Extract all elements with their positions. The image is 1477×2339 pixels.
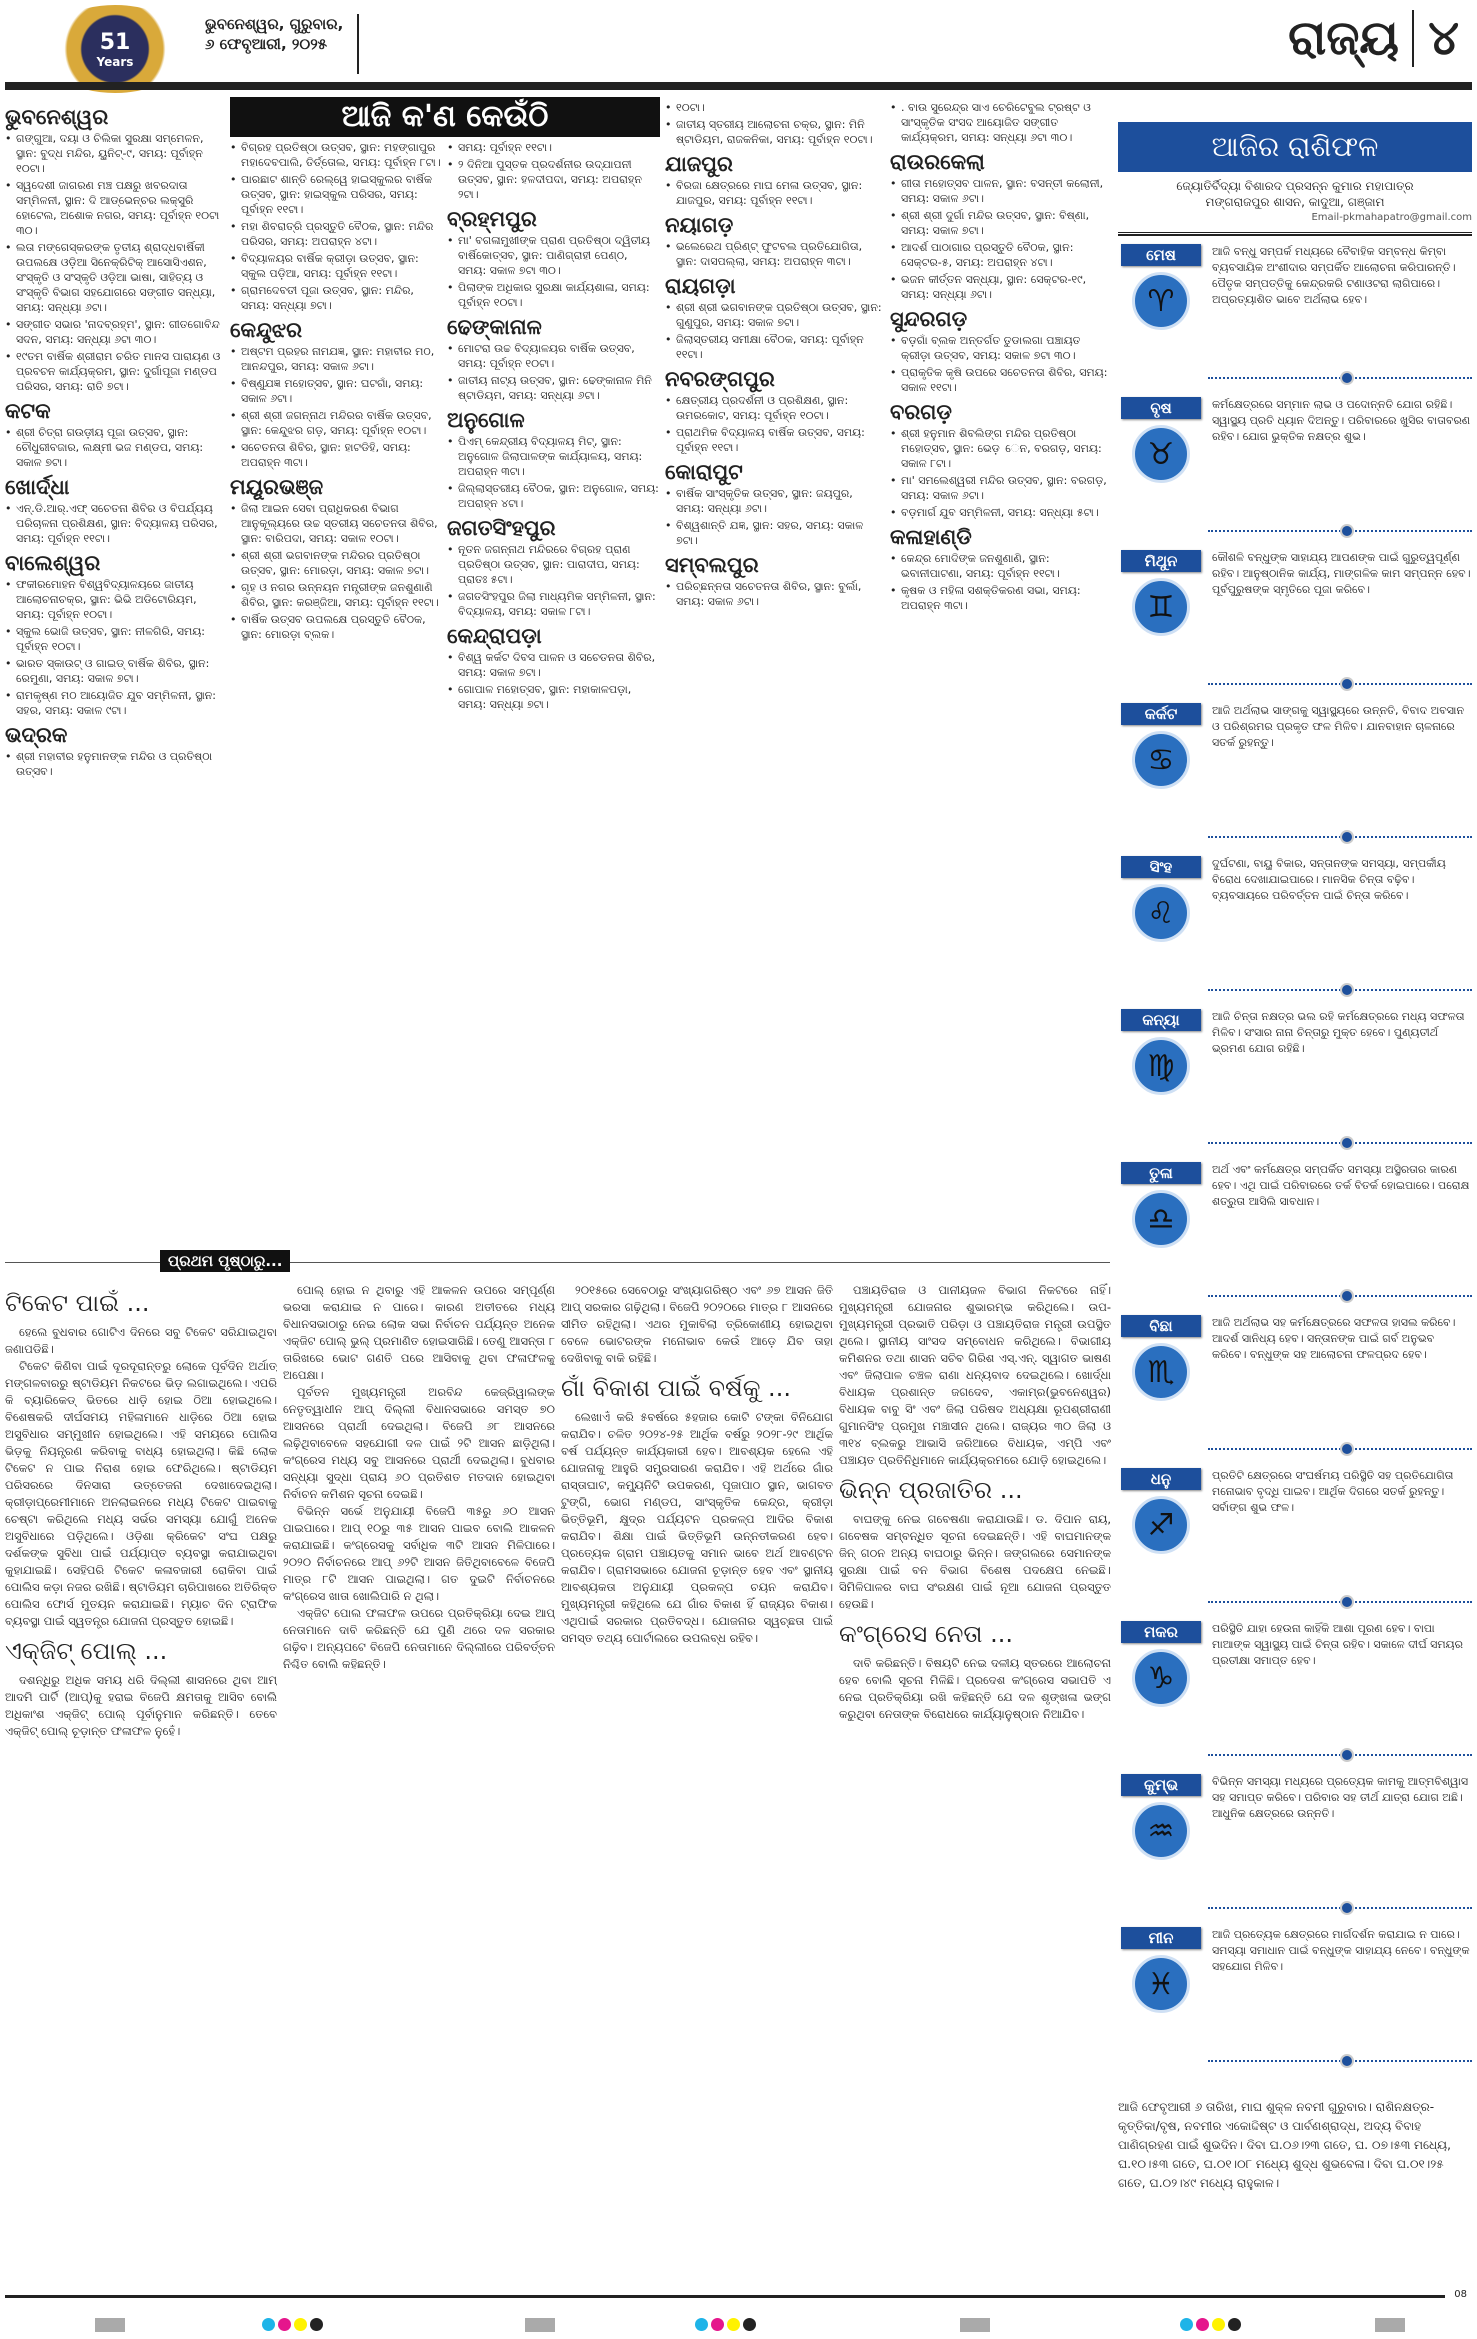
event-item: • ପିଏମ୍ କେନ୍ଦ୍ରୀୟ ବିଦ୍ୟାଳୟ ମିଟ୍, ସ୍ଥାନ: ଅନୁଗୋଳ ଜିଲାପାଳଙ୍କ କାର୍ଯ୍ୟାଳୟ, ସମୟ: ଅପରାହ୍ନ ୩ଟା। bbox=[447, 434, 659, 479]
event-list bbox=[665, 100, 883, 147]
dateline-date: ୬ ଫେବୃଆରୀ, ୨୦୨୫ bbox=[205, 35, 328, 53]
event-item: • ଜିଲ୍ଲାସ୍ତରୀୟ ବୈଠକ, ସ୍ଥାନ: ଅନୁଗୋଳ, ସମୟ: ଅପରାହ୍ନ ୪ଟା। bbox=[447, 481, 659, 511]
registration-marks bbox=[262, 2318, 323, 2331]
event-item: • ଶ୍ରୀ ଚିତ୍ରା ଗଉଡ଼ୀୟ ପୂଜା ଉତ୍ସବ, ସ୍ଥାନ: ଚୌଧୁରୀବଜାର, ଲକ୍ଷ୍ମୀ ଭଜ ମଣ୍ଡପ, ସମୟ: ସକାଳ ୭ଟା। bbox=[5, 425, 225, 470]
story-paragraph: ବାଘଙ୍କୁ ନେଇ ଗବେଷଣା କରାଯାଉଛି। ଡ. ଦିପାନ ରାୟ, ଗବେଷକ ସମ୍ବନ୍ଧିତ ସୂଚନା ଦେଇଛନ୍ତି। ଏହି ବାଘମାନଙ୍କ ଜିନ୍ ଗଠନ ଅନ୍ୟ ବାଘଠାରୁ ଭିନ୍ନ। ଜଙ୍ଗଲରେ ସେମାନଙ୍କ ସୁରକ୍ଷା ପାଇଁ ବନ ବିଭାଗ ବିଶେଷ ପଦକ୍ଷେପ ନେଇଛି। ସିମିଳିପାଳର ବାଘ ସଂରକ୍ଷଣ ପାଇଁ ନୂଆ ଯୋଜନା ପ୍ରସ୍ତୁତ ହେଉଛି। bbox=[839, 1512, 1111, 1611]
zodiac-sign-icon: ♍ bbox=[1132, 1037, 1190, 1095]
registration-marks bbox=[1180, 2318, 1241, 2331]
story-paragraph: ବିଭିନ୍ନ ସର୍ଭେ ଅନୁଯାୟୀ ବିଜେପି ୩୫ରୁ ୬୦ ଆସନ ପାଇପାରେ। ଆପ୍ ୧୦ରୁ ୩୫ ଆସନ ପାଇବ ବୋଲି ଆକଳନ କରାଯାଇଛି। କଂଗ୍ରେସକୁ ସର୍ବାଧିକ ୩ଟି ଆସନ ମିଳିପାରେ। ୨୦୨୦ ନିର୍ବାଚନରେ ଆପ୍ ୬୨ଟି ଆସନ ଜିତିଥିବାବେଳେ ବିଜେପି ମାତ୍ର ୮ଟି ଆସନ ପାଇଥିଲା। ଗତ ଦୁଇଟି ନିର୍ବାଚନରେ କଂଗ୍ରେସ ଖାତା ଖୋଲିପାରି ନ ଥିଲା। bbox=[283, 1504, 555, 1603]
divider-dot-icon bbox=[1340, 983, 1354, 997]
event-item: • ସ୍କୁଲ ଭୋଜି ଉତ୍ସବ, ସ୍ଥାନ: ନୀଳଗିରି, ସମୟ: ପୂର୍ବାହ୍ନ ୧୦ଟା। bbox=[5, 624, 225, 654]
rashi-name: ବୃଷ bbox=[1121, 397, 1201, 419]
event-list bbox=[447, 542, 659, 619]
event-item: • ସ୍ୱଦେଶୀ ଜାଗରଣ ମଞ୍ଚ ପକ୍ଷରୁ ଖବରଦାତା ସମ୍ମିଳନୀ, ସ୍ଥାନ: ଦି ଆଡ୍‌ଭେନ୍‌ଚର ଲକ୍ସୁରି ହୋଟେଲ, ଅଶୋକ ନଗର, ସମୟ: ପୂର୍ବାହ୍ନ ୧୦ଟା ୩୦। bbox=[5, 178, 225, 238]
event-item: • ବାର୍ଷିକ ସାଂସ୍କୃତିକ ଉତ୍ସବ, ସ୍ଥାନ: ଜୟପୁର, ସମୟ: ସନ୍ଧ୍ୟା ୬ଟା। bbox=[665, 486, 883, 516]
event-item: • କ୍ଷେତ୍ରୀୟ ପ୍ରଦର୍ଶନୀ ଓ ପ୍ରଶିକ୍ଷଣ, ସ୍ଥାନ: ଉମରକୋଟ, ସମୟ: ପୂର୍ବାହ୍ନ ୧୦ଟା। bbox=[665, 393, 883, 423]
event-list bbox=[890, 551, 1112, 613]
story-paragraph: ୨୦୧୫ରେ ସେବେଠାରୁ ସଂଖ୍ୟାଗରିଷ୍ଠ ଏବଂ ୬୭ ଆସନ ଜିତି ଆପ୍ ସରକାର ଗଢ଼ିଥିଲା। ବିଜେପି ୨୦୨୦ରେ ମାତ୍ର ୮ ଆସନରେ ସୀମିତ ରହିଥିଲା। ଏଥର ମୁକାବିଲା ତ୍ରିକୋଣୀୟ ହୋଇଥିବା ବେଳେ ଭୋଟରଙ୍କ ମନୋଭାବ କେଉଁ ଆଡ଼େ ଯିବ ତାହା ଦେଖିବାକୁ ବାକି ରହିଛି। bbox=[561, 1283, 833, 1365]
rashi-name: ମୀନ bbox=[1121, 1927, 1201, 1949]
event-item: • ବଡ଼ମାର୍ଗ ଯୁବ ସମ୍ମିଳନୀ, ସମୟ: ସନ୍ଧ୍ୟା ୫ଟା। bbox=[890, 505, 1112, 520]
story-paragraph: ପୋଲ୍ ହୋଇ ନ ଥିବାରୁ ଏହି ଆକଳନ ଉପରେ ସମ୍ପୂର୍ଣ୍ଣ ଭରସା କରାଯାଇ ନ ପାରେ। କାରଣ ଅତୀତରେ ମଧ୍ୟ ବିଧାନସଭାଠାରୁ ନେଇ ଲୋକ ସଭା ନିର୍ବାଚନ ପର୍ଯ୍ୟନ୍ତ ଅନେକ ଏକ୍‌ଜିଟ ପୋଲ୍ ଭୁଲ୍ ପ୍ରମାଣିତ ହୋଇସାରିଛି। ତେଣୁ ଆସନ୍ତା ୮ ତାରିଖରେ ଭୋଟ ଗଣତି ପରେ ଆସିବାକୁ ଥିବା ଫଳାଫଳକୁ ଅପେକ୍ଷା। bbox=[283, 1283, 555, 1382]
rashi-badge bbox=[1118, 1468, 1204, 1621]
rashi-badge bbox=[1118, 397, 1204, 550]
rashi-text: ଅର୍ଥ ଏବଂ କର୍ମକ୍ଷେତ୍ର ସମ୍ପର୍କିତ ସମସ୍ୟା ଅସ୍ଥିରତାର କାରଣ ହେବ। ଏଥି ପାଇଁ ପରିବାରରେ ତର୍କ ବିତର୍କ ହୋଇପାରେ। ପରୋକ୍ଷ ଶତ୍ରୁତା ଆସିଲି ସାବଧାନ। bbox=[1212, 1163, 1470, 1208]
district-heading: ଢେଙ୍କାନାଳ bbox=[447, 315, 542, 339]
story-column bbox=[5, 1282, 277, 2292]
event-item: • ସଙ୍ଗୀତ ସଭାର 'ନାଦବ୍ରହ୍ମ', ସ୍ଥାନ: ଗୀତଗୋବିନ୍ଦ ସଦନ, ସମୟ: ସନ୍ଧ୍ୟା ୬ଟା ୩୦। bbox=[5, 317, 225, 347]
district-heading: ଭଦ୍ରକ bbox=[5, 723, 68, 747]
dotted-divider bbox=[1208, 1448, 1472, 1450]
rashi-badge bbox=[1118, 244, 1204, 397]
event-item: • ବିଦ୍ୟାଳୟର ବାର୍ଷିକ କ୍ରୀଡ଼ା ଉତ୍ସବ, ସ୍ଥାନ: ସ୍କୁଲ ପଡ଼ିଆ, ସମୟ: ପୂର୍ବାହ୍ନ ୧୧ଟା। bbox=[230, 251, 442, 281]
sign-list bbox=[1118, 244, 1472, 2080]
story-column bbox=[839, 1282, 1111, 2292]
event-item: • ପ୍ରାକୃତିକ କୃଷି ଉପରେ ସଚେତନତା ଶିବିର, ସମୟ: ସକାଳ ୧୧ଟା। bbox=[890, 365, 1112, 395]
event-item: • ମା' ସମଲେଶ୍ୱରୀ ମନ୍ଦିର ଉତ୍ସବ, ସ୍ଥାନ: ବରଗଡ଼, ସମୟ: ସକାଳ ୬ଟା। bbox=[890, 473, 1112, 503]
rashi-1 bbox=[1118, 244, 1472, 397]
zodiac-sign-icon: ♉ bbox=[1132, 425, 1190, 483]
story-paragraph: ପୂର୍ବତନ ମୁଖ୍ୟମନ୍ତ୍ରୀ ଅରବିନ୍ଦ କେଜ୍‌ରିୱାଲଙ୍କ ନେତୃତ୍ୱାଧୀନ ଆପ୍ ଦିଲ୍ଲୀ ବିଧାନସଭାରେ ସମସ୍ତ ୭୦ ଆସନରେ ପ୍ରାର୍ଥୀ ଦେଇଥିଲା। ବିଜେପି ୬୮ ଆସନରେ ଲଢ଼ିଥିବାବେଳେ ସହଯୋଗୀ ଦଳ ପାଇଁ ୨ଟି ଆସନ ଛାଡ଼ିଥିଲା। କଂଗ୍ରେସ ମଧ୍ୟ ସବୁ ଆସନରେ ପ୍ରାର୍ଥୀ ଦେଇଥିଲା। ବୁଧବାର ସନ୍ଧ୍ୟା ସୁଦ୍ଧା ପ୍ରାୟ ୬୦ ପ୍ରତିଶତ ମତଦାନ ହୋଇଥିବା ନିର୍ବାଚନ କମିଶନ ସୂଚନା ଦେଇଛି। bbox=[283, 1385, 555, 1501]
events-title: ଆଜି କ'ଣ କେଉଁଠି bbox=[230, 97, 660, 137]
district-heading: ବ୍ରହ୍ମପୁର bbox=[447, 207, 537, 231]
section-title: ରାଜ୍ୟ bbox=[1288, 10, 1399, 66]
rashi-10 bbox=[1118, 1621, 1472, 1774]
story-headline: ଟିକେଟ ପାଇଁ ... bbox=[5, 1289, 150, 1317]
events-column bbox=[5, 100, 225, 1240]
divider-dot-icon bbox=[1340, 2054, 1354, 2068]
rashi-badge bbox=[1118, 550, 1204, 703]
event-list bbox=[890, 426, 1112, 520]
rashi-name: ମିଥୁନ bbox=[1121, 550, 1201, 572]
events-column bbox=[665, 100, 883, 1240]
rashi-badge bbox=[1118, 1927, 1204, 2080]
event-item: • ଫକୀରମୋହନ ବିଶ୍ୱବିଦ୍ୟାଳୟରେ ଜାତୀୟ ଆଲୋଚନାଚକ୍ର, ସ୍ଥାନ: ଭିଭି ଅଡିଟୋରିୟମ, ସମୟ: ପୂର୍ବାହ୍ନ ୧୦ଟା। bbox=[5, 577, 225, 622]
district-heading: ଯାଜପୁର bbox=[665, 152, 733, 176]
event-list bbox=[447, 140, 659, 202]
divider-dot-icon bbox=[1340, 830, 1354, 844]
rashi-12 bbox=[1118, 1927, 1472, 2080]
divider-dot-icon bbox=[1340, 1442, 1354, 1456]
dotted-divider bbox=[1208, 836, 1472, 838]
masthead-rule bbox=[5, 82, 1472, 90]
event-item: • ଶ୍ରୀ ହନୁମାନ ଶିବଲିଙ୍ଗ ମନ୍ଦିର ପ୍ରତିଷ୍ଠା ମହୋତ୍ସବ, ସ୍ଥାନ: ଭେଡ଼ େନ, ବରଗଡ଼, ସମୟ: ସକାଳ ୮ଟା। bbox=[890, 426, 1112, 471]
district-heading: ଖୋର୍ଦ୍ଧା bbox=[5, 475, 70, 499]
gray-mark bbox=[960, 2318, 990, 2332]
zodiac-sign-icon: ♌ bbox=[1132, 884, 1190, 942]
event-list bbox=[447, 434, 659, 511]
astrologer-credit bbox=[1118, 178, 1472, 226]
event-item: • ପ୍ରାଥମିକ ବିଦ୍ୟାଳୟ ବାର୍ଷିକ ଉତ୍ସବ, ସମୟ: ପୂର୍ବାହ୍ନ ୧୧ଟା। bbox=[665, 425, 883, 455]
district-heading: ଭୁବନେଶ୍ୱର bbox=[5, 105, 109, 129]
district-heading: ସୁନ୍ଦରଗଡ଼ bbox=[890, 307, 968, 331]
event-item: • ମା' ବଗଳାମୁଖୀଙ୍କ ପ୍ରାଣ ପ୍ରତିଷ୍ଠା ଦ୍ୱିତୀୟ ବାର୍ଷିକୋତ୍ସବ, ସ୍ଥାନ: ପାଣିଗ୍ରାହୀ ପେଣ୍ଠ, ସମୟ: ସକାଳ ୭ଟା ୩୦। bbox=[447, 233, 659, 278]
event-item: • ପାରଛାଟ ଶାନ୍ତି ରେଲ୍ୱେ ହାଇସ୍କୁଲର ବାର୍ଷିକ ଉତ୍ସବ, ସ୍ଥାନ: ହାଇସ୍କୁଲ ପରିସର, ସମୟ: ପୂର୍ବାହ୍ନ ୧୧ଟା। bbox=[230, 172, 442, 217]
rashi-text: କୌଶଳି ବନ୍ଧୁଙ୍କ ସାହାଯ୍ୟ ଆପଣଙ୍କ ପାଇଁ ଗୁରୁତ୍ୱପୂର୍ଣ୍ଣ ରହିବ। ଆନୁଷ୍ଠାନିକ କାର୍ଯ୍ୟ, ମାଙ୍ଗଳିକ କାମ ସମ୍ପନ୍ନ ହେବ। ପୂର୍ବପୁରୁଷଙ୍କ ସ୍ମୃତିରେ ପୂଜା କରିବେ। bbox=[1212, 551, 1471, 596]
event-item: • ଏନ୍.ଡି.ଆର୍.ଏଫ୍ ସଚେତନା ଶିବିର ଓ ବିପର୍ଯ୍ୟୟ ପରିଚାଳନା ପ୍ରଶିକ୍ଷଣ, ସ୍ଥାନ: ବିଦ୍ୟାଳୟ ପରିସର, ସମୟ: ପୂର୍ବାହ୍ନ ୧୧ଟା। bbox=[5, 501, 225, 546]
rashi-text: ଆଜି ଅର୍ଥଲାଭ ସାଙ୍ଗକୁ ସ୍ୱାସ୍ଥ୍ୟରେ ଉନ୍ନତି, ବିବାଦ ଅବସାନ ଓ ପରିଶ୍ରମର ପ୍ରକୃତ ଫଳ ମିଳିବ। ଯାନବାହାନ ଚାଳନାରେ ସତର୍କ ରୁହନ୍ତୁ। bbox=[1212, 704, 1465, 749]
event-item: • ଜାତୀୟ ନାଟ୍ୟ ଉତ୍ସବ, ସ୍ଥାନ: ଢେଙ୍କାନାଳ ମିନି ଷ୍ଟାଡିୟମ, ସମୟ: ସନ୍ଧ୍ୟା ୬ଟା। bbox=[447, 373, 659, 403]
district-heading: ରାଉରକେଲା bbox=[890, 150, 985, 174]
logo-years-label: Years bbox=[96, 54, 134, 69]
rashi-2 bbox=[1118, 397, 1472, 550]
event-item: • . ବାଉ ସୁରେନ୍ଦ୍ର ସାଏ ଚେରିଟେବୁଲ ଟ୍ରଷ୍ଟ ଓ ସାଂସ୍କୃତିକ ସଂସଦ ଆୟୋଜିତ ସଙ୍ଗୀତ କାର୍ଯ୍ୟକ୍ରମ, ସମୟ: ସନ୍ଧ୍ୟା ୬ଟା ୩୦। bbox=[890, 100, 1112, 145]
story-headline: ଏକ୍‌ଜିଟ୍ ପୋଲ୍ ... bbox=[5, 1637, 168, 1665]
zodiac-sign-icon: ♑ bbox=[1132, 1649, 1190, 1707]
event-list bbox=[665, 178, 883, 208]
event-item: • ଆଦର୍ଶ ପାଠାଗାର ପ୍ରସ୍ତୁତି ବୈଠକ, ସ୍ଥାନ: ସେକ୍ଟର-୫, ସମୟ: ଅପରାହ୍ନ ୪ଟା। bbox=[890, 240, 1112, 270]
district-heading: ସମ୍ବଲପୁର bbox=[665, 553, 759, 577]
event-list bbox=[665, 486, 883, 548]
event-list bbox=[5, 425, 225, 470]
event-item: • ବଡ଼ଗାଁ ବ୍ଲକ ଅନ୍ତର୍ଗତ ତୁଡାଲଗା ପଞ୍ଚାୟତ କ୍ରୀଡ଼ା ଉତ୍ସବ, ସମୟ: ସକାଳ ୭ଟା ୩୦। bbox=[890, 333, 1112, 363]
district-heading: କେନ୍ଦୁଝର bbox=[230, 318, 303, 342]
event-list bbox=[230, 501, 442, 642]
zodiac-sign-icon: ♎ bbox=[1132, 1190, 1190, 1248]
event-list bbox=[5, 131, 225, 394]
rashi-name: ବିଛା bbox=[1121, 1315, 1201, 1337]
zodiac-sign-icon: ♓ bbox=[1132, 1955, 1190, 2013]
district-heading: ଅନୁଗୋଳ bbox=[447, 408, 525, 432]
rashi-text: ଆଜି ବନ୍ଧୁ ସମ୍ପର୍କ ମଧ୍ୟରେ ବୈବାହିକ ସମ୍ବନ୍ଧ କିମ୍ବା ବ୍ୟବସାୟିକ ଅଂଶୀଦାର ସମ୍ପର୍କିତ ଆଲୋଚନା କରିପାରନ୍ତି। ପୈତୃକ ସମ୍ପତ୍ତିକୁ କେନ୍ଦ୍ରକରି ଟଣାଓଟରା ଲାଗିପାରେ। ଅପ୍ରତ୍ୟାଶିତ ଭାବେ ଅର୍ଥଲାଭ ହେବ। bbox=[1212, 245, 1456, 306]
district-heading: ବରଗଡ଼ bbox=[890, 400, 952, 424]
rashi-8 bbox=[1118, 1315, 1472, 1468]
divider-dot-icon bbox=[1340, 1901, 1354, 1915]
event-list bbox=[230, 140, 442, 313]
event-list bbox=[890, 333, 1112, 395]
rashi-badge bbox=[1118, 1774, 1204, 1927]
event-item: • ଭଲେରେଥ ପ୍ରିଣ୍ଟ୍ ଫୁଟବଲ ପ୍ରତିଯୋଗିତା, ସ୍ଥାନ: ଦାସପଲ୍ଲା, ସମୟ: ଅପରାହ୍ନ ୩ଟା। bbox=[665, 239, 883, 269]
event-item: • ଶ୍ରୀ ଶ୍ରୀ ଭଗବାନଙ୍କ ମନ୍ଦିରର ପ୍ରତିଷ୍ଠା ଉତ୍ସବ, ସ୍ଥାନ: ମୋରଡ଼ା, ସମୟ: ସକାଳ ୭ଟା। bbox=[230, 548, 442, 578]
story-headline: ଗାଁ ବିକାଶ ପାଇଁ ବର୍ଷକୁ ... bbox=[561, 1374, 791, 1402]
event-list bbox=[447, 650, 659, 712]
horoscope-title: ଆଜିର ରାଶିଫଳ bbox=[1118, 122, 1472, 172]
story-headline: କଂଗ୍ରେସ ନେତା ... bbox=[839, 1620, 1013, 1648]
event-list bbox=[890, 100, 1112, 145]
gray-mark bbox=[525, 2318, 555, 2332]
event-list bbox=[665, 579, 883, 609]
event-list bbox=[890, 176, 1112, 302]
panchang-text: ଆଜି ଫେବୃଆରୀ ୬ ତାରିଖ, ମାଘ ଶୁକ୍ଳ ନବମୀ ଗୁରୁବାର। ରାଶିନକ୍ଷତ୍ର-କୃତ୍ତିକା/ବୃଷ, ନବମୀର ଏକୋଦ୍ଦିଷ୍ଟ ଓ ପାର୍ବଣଶ୍ରାଦ୍ଧ, ଅଦ୍ୟ ବିବାହ ପାଣିଗ୍ରହଣ ପାଇଁ ଶୁଭଦିନ। ଦିବା ଘ.୦୬।୨୩ ଗତେ, ଘ. ୦୭।୫୩ ମଧ୍ୟେ, ଘ.୧୦।୫୩ ଗତେ, ଘ.୦୧।୦୮ ମଧ୍ୟେ ଶୁଦ୍ଧ ଶୁଭବେଳା। ଦିବା ଘ.୦୧।୨୫ ଗତେ, ଘ.୦୨।୪୯ ମଧ୍ୟେ ରାହୁକାଳ। bbox=[1118, 2100, 1451, 2190]
rashi-badge bbox=[1118, 703, 1204, 856]
zodiac-sign-icon: ♊ bbox=[1132, 578, 1190, 636]
district-heading: ମୟୂରଭଞ୍ଜ bbox=[230, 475, 324, 499]
event-list bbox=[665, 300, 883, 362]
story-paragraph: ଦଶନ୍ଧିରୁ ଅଧିକ ସମୟ ଧରି ଦିଲ୍ଲୀ ଶାସନରେ ଥିବା ଆମ୍ ଆଦମି ପାର୍ଟି (ଆପ୍)କୁ ହରାଇ ବିଜେପି କ୍ଷମତାକୁ ଆସିବ ବୋଲି ଅଧିକାଂଶ ଏକ୍‌ଜିଟ୍ ପୋଲ୍ ପୂର୍ବାନୁମାନ କରିଛନ୍ତି। ତେବେ ଏକ୍‌ଜିଟ୍ ପୋଲ୍ ଚୂଡ଼ାନ୍ତ ଫଳାଫଳ ନୁହେଁ। bbox=[5, 1673, 277, 1738]
story-paragraph: ଏକ୍‌ଜିଟ ପୋଲ ଫଳାଫଳ ଉପରେ ପ୍ରତିକ୍ରିୟା ଦେଇ ଆପ୍ ନେତାମାନେ ଦାବି କରିଛନ୍ତି ଯେ ପୁଣି ଥରେ ଦଳ ସରକାର ଗଢ଼ିବ। ଅନ୍ୟପଟେ ବିଜେପି ନେତାମାନେ ଦିଲ୍ଲୀରେ ପରିବର୍ତ୍ତନ ନିଶ୍ଚିତ ବୋଲି କହିଛନ୍ତି। bbox=[283, 1606, 555, 1671]
rashi-3 bbox=[1118, 550, 1472, 703]
event-item: • ୧୯ତମ ବାର୍ଷିକ ଶ୍ରୀରାମ ଚରିତ ମାନସ ପାରାୟଣ ଓ ପ୍ରବଚନ କାର୍ଯ୍ୟକ୍ରମ, ସ୍ଥାନ: ଦୁର୍ଗାପୂଜା ମଣ୍ଡପ ପରିସର, ସମୟ: ରାତି ୭ଟା। bbox=[5, 349, 225, 394]
event-item: • ଗୋପାଳ ମହୋତ୍ସବ, ସ୍ଥାନ: ମହାକାଳପଡ଼ା, ସମୟ: ସନ୍ଧ୍ୟା ୭ଟା। bbox=[447, 682, 659, 712]
divider-dot-icon bbox=[1340, 371, 1354, 385]
event-item: • ପରିଚ୍ଛନ୍ନତା ସଚେତନତା ଶିବିର, ସ୍ଥାନ: ବୁର୍ଲା, ସମୟ: ସକାଳ ୬ଟା। bbox=[665, 579, 883, 609]
rashi-text: ପ୍ରତିଟି କ୍ଷେତ୍ରରେ ସଂଘର୍ଷମୟ ପରିସ୍ଥିତି ସହ ପ୍ରତିଯୋଗିତା ମନୋଭାବ ବୃଦ୍ଧି ପାଇବ। ଆର୍ଥିକ ଦିଗରେ ସତର୍କ ରୁହନ୍ତୁ। ସର୍ବାଙ୍ଗ ଶୁଭ ଫଳ। bbox=[1212, 1469, 1454, 1514]
event-item: • ଜାତୀୟ ସ୍ତରୀୟ ଆଲୋଚନା ଚକ୍ର, ସ୍ଥାନ: ମିନି ଷ୍ଟାଡିୟମ, ରାଜକନିକା, ସମୟ: ପୂର୍ବାହ୍ନ ୧୦ଟା। bbox=[665, 117, 883, 147]
rashi-name: ସିଂହ bbox=[1121, 856, 1201, 878]
rashi-text: ପରିସ୍ଥିତି ଯାହା ହେଉନା କାହିଁକି ଆଶା ପୂରଣ ହେବ। ବାପା ମାଆଙ୍କ ସ୍ୱାସ୍ଥ୍ୟ ପାଇଁ ଚିନ୍ତା ରହିବ। ସକାଳେ ଦୀର୍ଘ ସମୟର ପ୍ରତୀକ୍ଷା ସମାପ୍ତ ହେବ। bbox=[1212, 1622, 1463, 1667]
district-heading: ବାଲେଶ୍ୱର bbox=[5, 551, 101, 575]
rashi-name: ମକର bbox=[1121, 1621, 1201, 1643]
rashi-6 bbox=[1118, 1009, 1472, 1162]
rashi-text: ବିଭିନ୍ନ ସମସ୍ୟା ମଧ୍ୟରେ ପ୍ରତ୍ୟେକ କାମକୁ ଆତ୍ମବିଶ୍ୱାସ ସହ ସମାପ୍ତ କରିବେ। ପରିବାର ସହ ତୀର୍ଥ ଯାତ୍ରା ଯୋଗ ଅଛି। ଆଧୁନିକ କ୍ଷେତ୍ରରେ ଉନ୍ନତି। bbox=[1212, 1775, 1469, 1820]
event-list bbox=[5, 501, 225, 546]
footer-rule bbox=[5, 2295, 1445, 2298]
zodiac-sign-icon: ♏ bbox=[1132, 1343, 1190, 1401]
story-paragraph: ଲେଖାଏଁ କରି ୫ବର୍ଷରେ ୫ହଜାର କୋଟି ଟଙ୍କା ବିନିଯୋଗ କରାଯିବ। ଚଳିତ ୨୦୨୪-୨୫ ଆର୍ଥିକ ବର୍ଷରୁ ୨୦୨୮-୨୯ ଆର୍ଥିକ ବର୍ଷ ପର୍ଯ୍ୟନ୍ତ କାର୍ଯ୍ୟକାରୀ ହେବ। ଆବଶ୍ୟକ ହେଲେ ଏହି ଯୋଜନାକୁ ଆହୁରି ସମ୍ପ୍ରସାରଣ କରାଯିବ। ଏହି ଅର୍ଥରେ ଗାଁର ରାସ୍ତାଘାଟ, କମ୍ୟୁନିଟି ଉପକରଣ, ପୂଜାପାଠ ସ୍ଥାନ, ଭାଗବତ ଟୁଙ୍ଗି, ଭୋଗ ମଣ୍ଡପ, ସାଂସ୍କୃତିକ କେନ୍ଦ୍ର, କ୍ରୀଡ଼ା ଭିତ୍ତିଭୂମି, କ୍ଷୁଦ୍ର ପର୍ଯ୍ୟଟନ ପ୍ରକଳ୍ପ ଆଦିର ବିକାଶ କରାଯିବ। ଶିକ୍ଷା ପାଇଁ ଭିତ୍ତିଭୂମି ଉନ୍ନତୀକରଣ ହେବ। ପ୍ରତ୍ୟେକ ଗ୍ରାମ ପଞ୍ଚାୟତକୁ ସମାନ ଭାବେ ଅର୍ଥ ଆବଣ୍ଟନ କରାଯିବ। ଗ୍ରାମସଭାରେ ଯୋଜନା ଚୂଡ଼ାନ୍ତ ହେବ ଏବଂ ସ୍ଥାନୀୟ ଆବଶ୍ୟକତା ଅନୁଯାୟୀ ପ୍ରକଳ୍ପ ଚୟନ କରାଯିବ। ମୁଖ୍ୟମନ୍ତ୍ରୀ କହିଥିଲେ ଯେ ଗାଁର ବିକାଶ ହିଁ ରାଜ୍ୟର ବିକାଶ। ଏଥିପାଇଁ ସରକାର ପ୍ରତିବଦ୍ଧ। ଯୋଜନାର ସ୍ୱଚ୍ଛତା ପାଇଁ ସମସ୍ତ ତଥ୍ୟ ପୋର୍ଟାଲରେ ଉପଲବ୍ଧ ରହିବ। bbox=[561, 1410, 833, 1645]
rashi-name: କୁମ୍ଭ bbox=[1121, 1774, 1201, 1796]
event-list bbox=[5, 577, 225, 718]
zodiac-sign-icon: ♋ bbox=[1132, 731, 1190, 789]
event-item: • ଗୃହ ଓ ନଗର ଉନ୍ନୟନ ମନ୍ତ୍ରୀଙ୍କ ଜନଶୁଣାଣି ଶିବିର, ସ୍ଥାନ: କରଞ୍ଜିଆ, ସମୟ: ପୂର୍ବାହ୍ନ ୧୧ଟା। bbox=[230, 580, 442, 610]
event-item: • ଅଷ୍ଟମ ପ୍ରହର ନାମଯଜ୍ଞ, ସ୍ଥାନ: ମହାବୀର ମଠ, ଆନନ୍ଦପୁର, ସମୟ: ସକାଳ ୬ଟା। bbox=[230, 344, 442, 374]
rashi-badge bbox=[1118, 1162, 1204, 1315]
dotted-divider bbox=[1208, 1907, 1472, 1909]
rashi-text: ଆଜି ଅର୍ଥଲାଭ ସହ କର୍ମକ୍ଷେତ୍ରରେ ସଫଳତା ହାସଲ କରିବେ। ଆଦର୍ଶ ସାନିଧ୍ୟ ହେବ। ସନ୍ତାନଙ୍କ ପାଇଁ ଗର୍ବ ଅନୁଭବ କରିବେ। ବନ୍ଧୁଙ୍କ ସହ ଆଲୋଚନା ଫଳପ୍ରଦ ହେବ। bbox=[1212, 1316, 1456, 1361]
dotted-divider bbox=[1208, 1295, 1472, 1297]
event-list bbox=[447, 233, 659, 310]
event-item: • ଜିଲାସ୍ତରୀୟ ସମୀକ୍ଷା ବୈଠକ, ସମୟ: ପୂର୍ବାହ୍ନ ୧୧ଟା। bbox=[665, 332, 883, 362]
event-item: • ମୋଟରା ଉଚ୍ଚ ବିଦ୍ୟାଳୟର ବାର୍ଷିକ ଉତ୍ସବ, ସମୟ: ପୂର୍ବାହ୍ନ ୧୦ଟା। bbox=[447, 341, 659, 371]
event-item: • ବିଶ୍ୱ କର୍କଟ ଦିବସ ପାଳନ ଓ ସଚେତନତା ଶିବିର, ସମୟ: ସକାଳ ୭ଟା। bbox=[447, 650, 659, 680]
event-item: • ନୂତନ ଜଗନ୍ନାଥ ମନ୍ଦିରରେ ବିଗ୍ରହ ପ୍ରାଣ ପ୍ରତିଷ୍ଠା ଉତ୍ସବ, ସ୍ଥାନ: ପାରାଦୀପ, ସମୟ: ପ୍ରାତଃ ୫ଟା। bbox=[447, 542, 659, 587]
event-item: • ବିଶ୍ୱଶାନ୍ତି ଯଜ୍ଞ, ସ୍ଥାନ: ସହର, ସମୟ: ସକାଳ ୭ଟା। bbox=[665, 518, 883, 548]
dotted-divider bbox=[1208, 377, 1472, 379]
newspaper-logo bbox=[40, 5, 190, 93]
dateline bbox=[205, 14, 359, 74]
rashi-text: କର୍ମକ୍ଷେତ୍ରରେ ସମ୍ମାନ ଲାଭ ଓ ପଦୋନ୍ନତି ଯୋଗ ରହିଛି। ସ୍ୱାସ୍ଥ୍ୟ ପ୍ରତି ଧ୍ୟାନ ଦିଅନ୍ତୁ। ପରିବାରରେ ଖୁସିର ବାତାବରଣ ରହିବ। ଯୋଗ ଭୁକ୍ତିକ ନକ୍ଷତ୍ର ଶୁଭ। bbox=[1212, 398, 1471, 443]
event-item: • ୧୦ଟା। bbox=[665, 100, 883, 115]
event-item: • ପିଲାଙ୍କ ଅଧିକାର ସୁରକ୍ଷା କାର୍ଯ୍ୟଶାଳା, ସମୟ: ପୂର୍ବାହ୍ନ ୧୦ଟା। bbox=[447, 280, 659, 310]
district-heading: କଳାହାଣ୍ଡି bbox=[890, 525, 972, 549]
rashi-text: ଦୁର୍ଘଟଣା, ବାୟୁ ବିକାର, ସନ୍ତାନଙ୍କ ସମସ୍ୟା, ସମ୍ପର୍କୀୟ ବିରୋଧ ଦେଖାଯାଇପାରେ। ମାନସିକ ଚିନ୍ତା ବଢ଼ିବ। ବ୍ୟବସାୟରେ ପରିବର୍ତ୍ତନ ପାଇଁ ଚିନ୍ତା କରିବେ। bbox=[1212, 857, 1446, 902]
story-column bbox=[283, 1282, 555, 2292]
astrologer-address: ମଙ୍ଗରାଜପୁର ଶାସନ, କାଦୁଆ, ଗଞ୍ଜାମ bbox=[1205, 195, 1385, 209]
footer-page-number: 08 bbox=[1454, 2289, 1467, 2300]
event-item: • ୨ ଦିନିଆ ପୁସ୍ତକ ପ୍ରଦର୍ଶନୀର ଉଦ୍‌ଯାପନୀ ଉତ୍ସବ, ସ୍ଥାନ: ହଳଦୀପଦା, ସମୟ: ଅପରାହ୍ନ ୨ଟା। bbox=[447, 157, 659, 202]
event-item: • ଶ୍ରୀ ଶ୍ରୀ ଭଗବାନଙ୍କ ପ୍ରତିଷ୍ଠା ଉତ୍ସବ, ସ୍ଥାନ: ଗୁଣୁପୁର, ସମୟ: ସକାଳ ୭ଟା। bbox=[665, 300, 883, 330]
divider-dot-icon bbox=[1340, 677, 1354, 691]
dotted-divider bbox=[1208, 2060, 1472, 2062]
rashi-name: ତୁଳା bbox=[1121, 1162, 1201, 1184]
district-heading: କଟକ bbox=[5, 399, 51, 423]
district-heading: କେନ୍ଦ୍ରାପଡ଼ା bbox=[447, 624, 542, 648]
event-item: • ଗଙ୍ଗୁଆ, ଦୟା ଓ ଚିଲିକା ସୁରକ୍ଷା ସମ୍ମେଳନ, ସ୍ଥାନ: ବୁଦ୍ଧ ମନ୍ଦିର, ୟୁନିଟ୍-୯, ସମୟ: ପୂର୍ବାହ୍ନ ୧୦ଟା। bbox=[5, 131, 225, 176]
event-item: • ବିଗ୍ରହ ପ୍ରତିଷ୍ଠା ଉତ୍ସବ, ସ୍ଥାନ: ମହଙ୍ଗାପୁର ମହାଦେବପାଲି, ତିର୍ତ୍ତୋଲ, ସମୟ: ପୂର୍ବାହ୍ନ ୮ଟା। bbox=[230, 140, 442, 170]
page-number: ୪ bbox=[1412, 10, 1459, 67]
event-item: • ରାମକୃଷ୍ଣ ମଠ ଆୟୋଜିତ ଯୁବ ସମ୍ମିଳନୀ, ସ୍ଥାନ: ସହର, ସମୟ: ସକାଳ ୯ଟା। bbox=[5, 688, 225, 718]
event-item: • ଗୀତା ମହୋତ୍ସବ ପାଳନ, ସ୍ଥାନ: ବସନ୍ତୀ କଲୋନୀ, ସମୟ: ସକାଳ ୬ଟା। bbox=[890, 176, 1112, 206]
district-heading: ନୟାଗଡ଼ bbox=[665, 213, 734, 237]
event-item: • ଶ୍ରୀ ଶ୍ରୀ ଜଗନ୍ନାଥ ମନ୍ଦିରର ବାର୍ଷିକ ଉତ୍ସବ, ସ୍ଥାନ: କେନ୍ଦୁଝର ଗଡ଼, ସମୟ: ପୂର୍ବାହ୍ନ ୧୦ଟା। bbox=[230, 408, 442, 438]
event-item: • ମହା ଶିବରାତ୍ରି ପ୍ରସ୍ତୁତି ବୈଠକ, ସ୍ଥାନ: ମନ୍ଦିର ପରିସର, ସମୟ: ଅପରାହ୍ନ ୪ଟା। bbox=[230, 219, 442, 249]
event-item: • କେନ୍ଦ୍ର ମୋଦିଙ୍କ ଜନଶୁଣାଣି, ସ୍ଥାନ: ଭବାନୀପାଟଣା, ସମୟ: ପୂର୍ବାହ୍ନ ୧୧ଟା। bbox=[890, 551, 1112, 581]
event-item: • ଜିଲା ଆଇନ ସେବା ପ୍ରାଧିକରଣ ବିଭାଗ ଆନୁକୂଲ୍ୟରେ ଉଚ୍ଚ ସ୍ତରୀୟ ସଚେତନତା ଶିବିର, ସ୍ଥାନ: ବାରିପଦା, ସମୟ: ସକାଳ ୧୦ଟା। bbox=[230, 501, 442, 546]
event-item: • ବିଷ୍ଣୁଯଜ୍ଞ ମହୋତ୍ସବ, ସ୍ଥାନ: ଘଟଗାଁ, ସମୟ: ସକାଳ ୬ଟା। bbox=[230, 376, 442, 406]
astrologer-name: ଜ୍ୟୋତିର୍ବିଦ୍ୟା ବିଶାରଦ ପ୍ରସନ୍ନ କୁମାର ମହାପାତ୍ର bbox=[1176, 179, 1414, 193]
divider-dot-icon bbox=[1340, 1595, 1354, 1609]
events-column bbox=[890, 100, 1112, 1240]
dateline-place-day: ଭୁବନେଶ୍ୱର, ଗୁରୁବାର, bbox=[205, 15, 344, 33]
event-list bbox=[5, 749, 225, 779]
event-item: • କୃଷକ ଓ ମହିଳା ସଶକ୍ତିକରଣ ସଭା, ସମୟ: ଅପରାହ୍ନ ୩ଟା। bbox=[890, 583, 1112, 613]
rashi-9 bbox=[1118, 1468, 1472, 1621]
story-paragraph: ଟିକେଟ କିଣିବା ପାଇଁ ଦୂରଦୂରାନ୍ତରୁ ଲୋକେ ପୂର୍ବଦିନ ଅର୍ଥାତ୍ ମଙ୍ଗଳବାରରୁ ଷ୍ଟାଡିୟମ ନିକଟରେ ଭିଡ଼ ଲଗାଇଥିଲେ। ଏପରି କି ବ୍ୟାରିକେଡ୍ ଭିତରେ ଧାଡ଼ି ହୋଇ ଠିଆ ହୋଇଥିଲେ। ବିଶେଷକରି ଦୀର୍ଘସମୟ ମହିଳାମାନେ ଧାଡ଼ିରେ ଠିଆ ହୋଇ ଅସୁବିଧାର ସମ୍ମୁଖୀନ ହୋଇଥିଲେ। ଏହି ସମୟରେ ପୋଲିସ ଭିଡ଼କୁ ନିୟନ୍ତ୍ରଣ କରିବାକୁ ବାଧ୍ୟ ହୋଇଥିଲା। କିଛି ଲୋକ ଟିକେଟ ନ ପାଇ ନିରାଶ ହୋଇ ଫେରିଥିଲେ। ଷ୍ଟାଡିୟମ ପରିସରରେ ଦିନସାରା ଉତ୍ତେଜନା ଦେଖାଦେଇଥିଲା। କ୍ରୀଡ଼ାପ୍ରେମୀମାନେ ଅନଲାଇନରେ ମଧ୍ୟ ଟିକେଟ ପାଇବାକୁ ଚେଷ୍ଟା କରିଥିଲେ ମଧ୍ୟ ସର୍ଭର ସମସ୍ୟା ଯୋଗୁଁ ଅନେକ ଅସୁବିଧାରେ ପଡ଼ିଥିଲେ। ଓଡ଼ିଶା କ୍ରିକେଟ ସଂଘ ପକ୍ଷରୁ ଦର୍ଶକଙ୍କ ସୁବିଧା ପାଇଁ ପର୍ଯ୍ୟାପ୍ତ ବ୍ୟବସ୍ଥା କରାଯାଇଥିବା କୁହାଯାଇଛି। ସେହିପରି ଟିକେଟ କଳାବଜାରୀ ରୋକିବା ପାଇଁ ପୋଲିସ କଡ଼ା ନଜର ରଖିଛି। ଷ୍ଟାଡିୟମ ଚାରିପାଖରେ ଅତିରିକ୍ତ ପୋଲିସ ଫୋର୍ସ ମୁତୟନ କରାଯାଇଛି। ମ୍ୟାଚ ଦିନ ଟ୍ରାଫିକ ବ୍ୟବସ୍ଥା ପାଇଁ ସ୍ୱତନ୍ତ୍ର ଯୋଜନା ପ୍ରସ୍ତୁତ ହୋଇଛି। bbox=[5, 1359, 277, 1628]
dotted-divider bbox=[1208, 1754, 1472, 1756]
gray-mark bbox=[95, 2318, 125, 2332]
divider-dot-icon bbox=[1340, 1289, 1354, 1303]
story-column bbox=[561, 1282, 833, 2292]
event-list bbox=[665, 393, 883, 455]
event-item: • ଜଗତସିଂହପୁର ଜିଲା ମାଧ୍ୟମିକ ସମ୍ମିଳନୀ, ସ୍ଥାନ: ବିଦ୍ୟାଳୟ, ସମୟ: ସକାଳ ୮ଟା। bbox=[447, 589, 659, 619]
event-item: • ଭାରତ ସ୍କାଉଟ୍ ଓ ଗାଇଡ୍ ବାର୍ଷିକ ଶିବିର, ସ୍ଥାନ: ରେମୁଣା, ସମୟ: ସକାଳ ୭ଟା। bbox=[5, 656, 225, 686]
story-paragraph: ପଞ୍ଚାୟତିରାଜ ଓ ପାନୀୟଜଳ ବିଭାଗ ନିକଟରେ ନାହିଁ। ମୁଖ୍ୟମନ୍ତ୍ରୀ ଯୋଜନାର ଶୁଭାରମ୍ଭ କରିଥିଲେ। ଉପ-ମୁଖ୍ୟମନ୍ତ୍ରୀ ପ୍ରଭାତି ପରିଡ଼ା ଓ ପଞ୍ଚାୟତିରାଜ ମନ୍ତ୍ରୀ ଉପସ୍ଥିତ ଥିଲେ। ସ୍ଥାନୀୟ ସାଂସଦ ସମ୍ବୋଧନ କରିଥିଲେ। ବିଭାଗୀୟ କମିଶନର ତଥା ଶାସନ ସଚିବ ଗିରିଶ ଏସ୍.ଏନ୍. ସ୍ୱାଗତ ଭାଷଣ ଏବଂ ଜିଲାପାଳ ଚଞ୍ଚଳ ରାଣା ଧନ୍ୟବାଦ ଦେଇଥିଲେ। ଖୋର୍ଦ୍ଧା ବିଧାୟକ ପ୍ରଶାନ୍ତ ଜଗଦେବ, ଏକାମ୍ର(ଭୁବନେଶ୍ୱର) ବିଧାୟକ ବାବୁ ସିଂ ଏବଂ ଜିଲା ପରିଷଦ ଅଧ୍ୟକ୍ଷା ରୂପଶ୍ରୀରାଣୀ ଗୁମାନସିଂହ ପ୍ରମୁଖ ମଞ୍ଚାସୀନ ଥିଲେ। ରାଜ୍ୟର ୩୦ ଜିଲା ଓ ୩୧୪ ବ୍ଲକରୁ ଆଭାସି ଜରିଆରେ ବିଧାୟକ, ଏମ୍‌ପି ଏବଂ ପଞ୍ଚାୟତ ପ୍ରତିନିଧିମାନେ କାର୍ଯ୍ୟକ୍ରମରେ ଯୋଡ଼ି ହୋଇଥିଲେ। bbox=[839, 1283, 1111, 1467]
district-heading: ନବରଙ୍ଗପୁର bbox=[665, 367, 775, 391]
divider-dot-icon bbox=[1340, 524, 1354, 538]
event-item: • ବିରଜା କ୍ଷେତ୍ରରେ ମାଘ ମେଳା ଉତ୍ସବ, ସ୍ଥାନ: ଯାଜପୁର, ସମୟ: ପୂର୍ବାହ୍ନ ୧୧ଟା। bbox=[665, 178, 883, 208]
rashi-4 bbox=[1118, 703, 1472, 856]
divider-dot-icon bbox=[1340, 1748, 1354, 1762]
district-heading: କୋରାପୁଟ bbox=[665, 460, 743, 484]
rashi-name: ଧନୁ bbox=[1121, 1468, 1201, 1490]
event-item: • ସଚେତନତା ଶିବିର, ସ୍ଥାନ: ହାଟଡିହି, ସମୟ: ଅପରାହ୍ନ ୩ଟା। bbox=[230, 440, 442, 470]
district-heading: ଜଗତସିଂହପୁର bbox=[447, 516, 556, 540]
registration-marks bbox=[695, 2318, 756, 2331]
event-item: • ଭଜନ କୀର୍ତ୍ତନ ସନ୍ଧ୍ୟା, ସ୍ଥାନ: ସେକ୍ଟର-୧୯, ସମୟ: ସନ୍ଧ୍ୟା ୬ଟା। bbox=[890, 272, 1112, 302]
event-list bbox=[665, 239, 883, 269]
dotted-divider bbox=[1208, 1142, 1472, 1144]
rashi-badge bbox=[1118, 856, 1204, 1009]
rashi-badge bbox=[1118, 1621, 1204, 1774]
rashi-11 bbox=[1118, 1774, 1472, 1927]
story-paragraph: ହେଲେ ବୁଧବାର ଗୋଟିଏ ଦିନରେ ସବୁ ଟିକେଟ ସରିଯାଇଥିବା ଜଣାପଡିଛି। bbox=[5, 1325, 277, 1356]
zodiac-sign-icon: ♈ bbox=[1132, 272, 1190, 330]
horoscope-panel bbox=[1118, 122, 1472, 2292]
event-item: • ସମୟ: ପୂର୍ବାହ୍ନ ୧୧ଟା। bbox=[447, 140, 659, 155]
rashi-text: ଆଜି ଚିନ୍ତା ନକ୍ଷତ୍ର ଭଲ ରହି କର୍ମକ୍ଷେତ୍ରରେ ମଧ୍ୟ ସଫଳତା ମିଳିବ। ସଂସାର ନାନା ଚିନ୍ତାରୁ ମୁକ୍ତ ହେବେ। ପୁଣ୍ୟତୀର୍ଥ ଭ୍ରମଣ ଯୋଗ ରହିଛି। bbox=[1212, 1010, 1465, 1055]
rashi-badge bbox=[1118, 1009, 1204, 1162]
event-list bbox=[447, 341, 659, 403]
dotted-divider bbox=[1208, 530, 1472, 532]
event-item: • ଗ୍ରାମଦେବତୀ ପୂଜା ଉତ୍ସବ, ସ୍ଥାନ: ମନ୍ଦିର, ସମୟ: ସନ୍ଧ୍ୟା ୭ଟା। bbox=[230, 283, 442, 313]
divider-dot-icon bbox=[1340, 1136, 1354, 1150]
event-item: • ଲତା ମଙ୍ଗେସ୍‌କରଙ୍କ ତୃତୀୟ ଶ୍ରାଦ୍ଧବାର୍ଷିକୀ ଉପଲକ୍ଷେ ଓଡ଼ିଆ ସିନେକ୍ରିଟିକ୍ ଆସୋସିଏଶନ, ସଂସ୍କୃତି ଓ ସଂସ୍କୃତି ଓଡ଼ିଆ ଭାଷା, ସାହିତ୍ୟ ଓ ସଂସ୍କୃତି ବିଭାଗ ସହଯୋଗରେ ସଙ୍ଗୀତ ସନ୍ଧ୍ୟା, ସମୟ: ସନ୍ଧ୍ୟା ୬ଟା। bbox=[5, 240, 225, 315]
event-list bbox=[230, 344, 442, 470]
astrologer-email: Email-pkmahapatro@gmail.com bbox=[1311, 212, 1472, 223]
rashi-name: କର୍କଟ bbox=[1121, 703, 1201, 725]
continued-label: ପ୍ରଥମ ପୃଷ୍ଠାରୁ... bbox=[160, 1250, 290, 1272]
events-column bbox=[230, 140, 442, 1240]
rashi-5 bbox=[1118, 856, 1472, 1009]
events-column bbox=[447, 140, 659, 1240]
zodiac-sign-icon: ♐ bbox=[1132, 1496, 1190, 1554]
divider bbox=[1118, 232, 1472, 236]
district-heading: ରାୟଗଡ଼ା bbox=[665, 274, 736, 298]
dotted-divider bbox=[1208, 989, 1472, 991]
event-item: • ଶ୍ରୀ ମହାବୀର ହନୁମାନଙ୍କ ମନ୍ଦିର ଓ ପ୍ରତିଷ୍ଠା ଉତ୍ସବ। bbox=[5, 749, 225, 779]
event-item: • ବାର୍ଷିକ ଉତ୍ସବ ଉପଲକ୍ଷେ ପ୍ରସ୍ତୁତି ବୈଠକ, ସ୍ଥାନ: ମୋରଡ଼ା ବ୍ଲକ। bbox=[230, 612, 442, 642]
rashi-badge bbox=[1118, 1315, 1204, 1468]
rashi-7 bbox=[1118, 1162, 1472, 1315]
rashi-name: କନ୍ୟା bbox=[1121, 1009, 1201, 1031]
gray-mark bbox=[1375, 2318, 1405, 2332]
rashi-text: ଆଜି ପ୍ରତ୍ୟେକ କ୍ଷେତ୍ରରେ ମାର୍ଗଦର୍ଶନ କରାଯାଇ ନ ପାରେ। ସମସ୍ୟା ସମାଧାନ ପାଇଁ ବନ୍ଧୁଙ୍କ ସାହାଯ୍ୟ ନେବେ। ବନ୍ଧୁଙ୍କ ସହଯୋଗ ମିଳିବ। bbox=[1212, 1928, 1470, 1973]
dotted-divider bbox=[1208, 683, 1472, 685]
event-item: • ଶ୍ରୀ ଶ୍ରୀ ଦୁର୍ଗା ମନ୍ଦିର ଉତ୍ସବ, ସ୍ଥାନ: ବିଷ୍ଣା, ସମୟ: ସକାଳ ୭ଟା। bbox=[890, 208, 1112, 238]
rashi-name: ମେଷ bbox=[1121, 244, 1201, 266]
zodiac-sign-icon: ♒ bbox=[1132, 1802, 1190, 1860]
dotted-divider bbox=[1208, 1601, 1472, 1603]
logo-years: 51 bbox=[99, 29, 131, 55]
story-paragraph: ଦାବି କରିଛନ୍ତି। ବିଷୟଟି ନେଇ ଦଳୀୟ ସ୍ତରରେ ଆଲୋଚନା ହେବ ବୋଲି ସୂଚନା ମିଳିଛି। ପ୍ରଦେଶ କଂଗ୍ରେସ ସଭାପତି ଏ ନେଇ ପ୍ରତିକ୍ରିୟା ରଖି କହିଛନ୍ତି ଯେ ଦଳ ଶୃଙ୍ଖଳା ଭଙ୍ଗ କରୁଥିବା ନେତାଙ୍କ ବିରୋଧରେ କାର୍ଯ୍ୟାନୁଷ୍ଠାନ ନିଆଯିବ। bbox=[839, 1656, 1111, 1721]
story-headline: ଭିନ୍ନ ପ୍ରଜାତିର ... bbox=[839, 1476, 1023, 1504]
